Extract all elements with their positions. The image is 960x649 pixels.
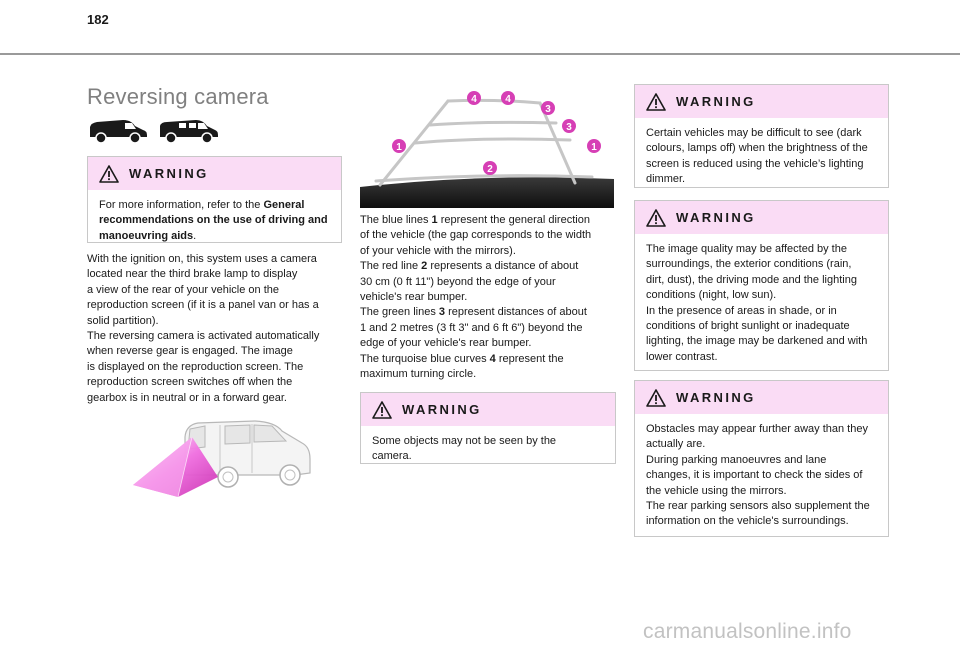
- svg-text:2: 2: [487, 164, 493, 175]
- warning-box-objects: [360, 392, 616, 464]
- warning-text-end: .: [193, 229, 197, 242]
- guide-lines-description: [360, 213, 591, 382]
- warning-title: WARNING: [676, 390, 756, 405]
- text-line: reproduction screen (if it is a panel van or has a: [87, 299, 319, 312]
- text-line: conditions of bright sunlight or inadequate: [646, 320, 850, 333]
- van-short-icon: [87, 118, 149, 144]
- text-line: camera.: [372, 450, 412, 463]
- text-line: With the ignition on, this system uses a camera: [87, 253, 317, 265]
- warning-box-image-quality: [634, 200, 889, 371]
- callout-4-right: [501, 91, 515, 105]
- callout-3-bottom: [562, 119, 576, 133]
- text-line: information on the vehicle's surroundings.: [646, 515, 849, 528]
- warning-text-distance: [635, 414, 888, 530]
- text-segment: The green lines: [360, 306, 439, 319]
- text-line: 1 and 2 metres (3 ft 3" and 6 ft 6") beyond the: [360, 321, 583, 334]
- text-line: lighting, the image may be darkened and with: [646, 335, 868, 348]
- callout-1-right: [587, 139, 601, 153]
- callout-ref: 4: [489, 352, 496, 365]
- warning-box-general: [87, 156, 342, 243]
- text-line: surroundings, the exterior conditions (rain,: [646, 258, 852, 271]
- text-line: [360, 305, 591, 320]
- text-line: vehicle's rear bumper.: [360, 291, 468, 304]
- text-line: dimmer.: [646, 173, 686, 186]
- svg-text:4: 4: [471, 94, 477, 105]
- callout-ref: 3: [438, 306, 446, 319]
- warning-title: WARNING: [129, 166, 209, 181]
- warning-title: WARNING: [402, 402, 482, 417]
- warning-header: [88, 157, 341, 190]
- warning-triangle-icon: [372, 401, 392, 419]
- camera-field-illustration: [130, 415, 320, 505]
- page-number: 182: [87, 12, 109, 27]
- text-line: [360, 213, 591, 228]
- warning-header: [361, 393, 615, 426]
- warning-header: [635, 85, 888, 118]
- warning-box-distance: [634, 380, 889, 537]
- warning-triangle-icon: [99, 165, 119, 183]
- text-segment: represents a distance of about: [427, 260, 579, 273]
- vehicle-icons: [87, 118, 220, 144]
- warning-title: WARNING: [676, 94, 756, 109]
- warning-title: WARNING: [676, 210, 756, 225]
- text-line: screen is reduced using the vehicle’s lighting: [646, 157, 864, 170]
- watermark: carmanualsonline.info: [643, 620, 852, 643]
- warning-text-general: [88, 190, 341, 244]
- text-line: maximum turning circle.: [360, 368, 477, 381]
- text-line: During parking manoeuvres and lane: [646, 453, 827, 466]
- warning-text-visibility: [635, 118, 888, 188]
- callout-2: [483, 161, 497, 175]
- text-line: Obstacles may appear further away than they: [646, 423, 868, 435]
- warning-triangle-icon: [646, 389, 666, 407]
- text-line: In the presence of areas in shade, or in: [646, 304, 837, 317]
- warning-text: For more information, refer to the: [99, 199, 264, 211]
- warning-text-objects: [361, 426, 615, 465]
- header-divider: [0, 53, 960, 55]
- text-line: Certain vehicles may be difficult to see (dark: [646, 127, 862, 139]
- text-segment: represent the general direction: [437, 214, 590, 226]
- text-line: [360, 259, 591, 274]
- text-line: gearbox is in neutral or in a forward gear.: [87, 391, 287, 404]
- warning-link-text: General recommendations on the use of driving and manoeuvring aids: [99, 199, 328, 242]
- callout-4-left: [467, 91, 481, 105]
- text-line: [360, 352, 591, 367]
- van-long-icon: [158, 118, 220, 144]
- warning-header: [635, 381, 888, 414]
- warning-text-image-quality: [635, 234, 888, 365]
- callout-ref: 2: [421, 260, 428, 273]
- warning-box-visibility: [634, 84, 889, 188]
- text-line: reproduction screen switches off when the: [87, 376, 293, 389]
- text-segment: represent distances of about: [445, 306, 587, 319]
- text-line: the vehicle using the mirrors.: [646, 484, 787, 497]
- callout-ref: 1: [431, 214, 438, 226]
- warning-triangle-icon: [646, 209, 666, 227]
- text-line: conditions (night, low sun).: [646, 289, 777, 302]
- text-line: colours, lamps off) when the brightness of the: [646, 142, 868, 155]
- text-line: edge of your vehicle's rear bumper.: [360, 337, 532, 350]
- text-line: 30 cm (0 ft 11") beyond the edge of your: [360, 275, 556, 288]
- text-line: The reversing camera is activated automatically: [87, 330, 320, 343]
- text-segment: represent the: [495, 352, 564, 365]
- callout-1-left: [392, 139, 406, 153]
- intro-text: [87, 252, 319, 406]
- callout-3-top: [541, 101, 555, 115]
- text-segment: The turquoise blue curves: [360, 352, 490, 365]
- text-line: solid partition).: [87, 314, 159, 327]
- svg-text:4: 4: [505, 94, 511, 105]
- text-line: changes, it is important to check the sides of: [646, 469, 863, 482]
- text-line: a view of the rear of your vehicle on the: [87, 283, 279, 296]
- svg-text:3: 3: [545, 104, 551, 115]
- svg-text:3: 3: [566, 122, 572, 133]
- text-segment: The red line: [360, 260, 422, 273]
- page-title: Reversing camera: [87, 84, 269, 109]
- text-line: The image quality may be affected by the: [646, 243, 847, 255]
- svg-text:1: 1: [591, 142, 597, 153]
- text-line: dirt, dust), the driving mode and the lighting: [646, 273, 857, 286]
- text-line: located near the third brake lamp to display: [87, 268, 298, 281]
- text-line: is displayed on the reproduction screen. The: [87, 360, 304, 373]
- camera-view-illustration: [360, 85, 614, 208]
- text-line: The rear parking sensors also supplement the: [646, 500, 870, 513]
- text-line: actually are.: [646, 438, 706, 451]
- text-line: Some objects may not be seen by the: [372, 435, 557, 447]
- warning-header: [635, 201, 888, 234]
- warning-triangle-icon: [646, 93, 666, 111]
- text-segment: The blue lines: [360, 214, 432, 226]
- svg-text:1: 1: [396, 142, 402, 153]
- text-line: of the vehicle (the gap corresponds to the width: [360, 229, 592, 242]
- text-line: lower contrast.: [646, 350, 718, 363]
- text-line: when reverse gear is engaged. The image: [87, 345, 293, 358]
- text-line: of your vehicle with the mirrors).: [360, 244, 516, 257]
